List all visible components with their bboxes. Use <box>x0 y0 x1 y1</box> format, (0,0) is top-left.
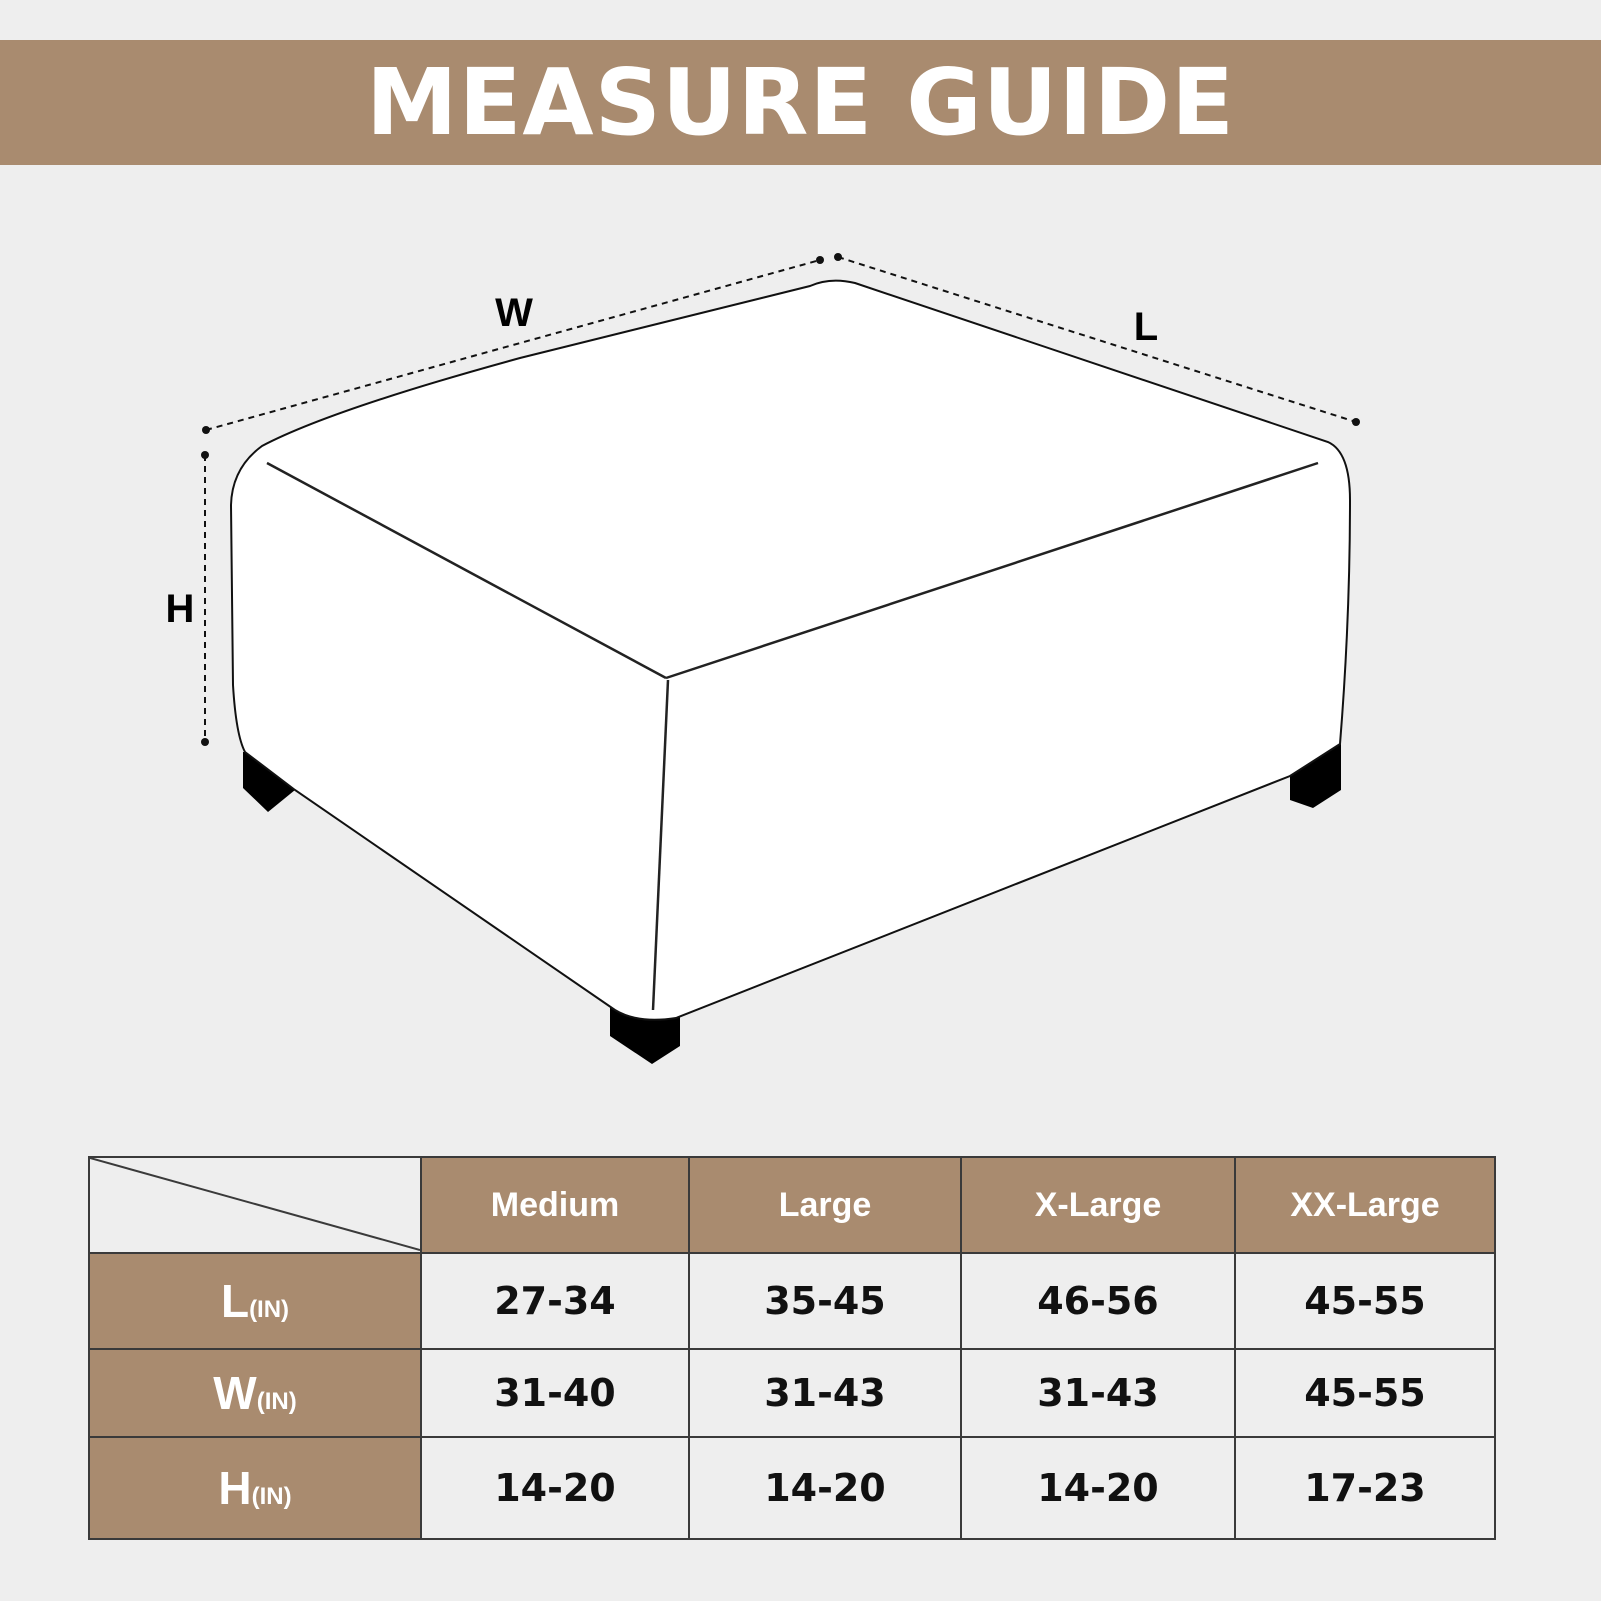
table-cell: 31-43 <box>961 1349 1235 1437</box>
table-row-width <box>89 1349 1495 1437</box>
width-label: W <box>495 291 533 335</box>
size-chart-table <box>88 1156 1496 1540</box>
length-dimension-end-right <box>1352 418 1360 426</box>
ottoman-body <box>231 281 1350 1020</box>
length-dimension-end-left <box>834 253 842 261</box>
table-cell: 17-23 <box>1235 1437 1495 1539</box>
height-dimension-end-bottom <box>201 738 209 746</box>
height-dimension-end-top <box>201 451 209 459</box>
row-header-length: L(IN) <box>89 1253 421 1349</box>
table-cell: 27-34 <box>421 1253 689 1349</box>
size-header-xx-large: XX-Large <box>1235 1157 1495 1253</box>
table-cell: 31-43 <box>689 1349 961 1437</box>
table-cell: 45-55 <box>1235 1349 1495 1437</box>
length-label: L <box>1133 305 1159 349</box>
table-cell: 45-55 <box>1235 1253 1495 1349</box>
width-dimension-end-right <box>816 256 824 264</box>
table-cell: 14-20 <box>961 1437 1235 1539</box>
table-cell: 46-56 <box>961 1253 1235 1349</box>
row-header-height: H(IN) <box>89 1437 421 1539</box>
size-header-large: Large <box>689 1157 961 1253</box>
table-row-length <box>89 1253 1495 1349</box>
size-header-x-large: X-Large <box>961 1157 1235 1253</box>
table-row-height <box>89 1437 1495 1539</box>
table-cell: 14-20 <box>421 1437 689 1539</box>
page-title: MEASURE GUIDE <box>366 49 1235 156</box>
table-cell: 31-40 <box>421 1349 689 1437</box>
corner-diagonal <box>90 1158 420 1252</box>
row-header-width: W(IN) <box>89 1349 421 1437</box>
size-header-medium: Medium <box>421 1157 689 1253</box>
width-dimension-end-left <box>202 426 210 434</box>
table-cell: 14-20 <box>689 1437 961 1539</box>
height-label: H <box>165 587 195 631</box>
table-corner-cell <box>89 1157 421 1253</box>
size-header-row <box>89 1157 1495 1253</box>
table-cell: 35-45 <box>689 1253 961 1349</box>
